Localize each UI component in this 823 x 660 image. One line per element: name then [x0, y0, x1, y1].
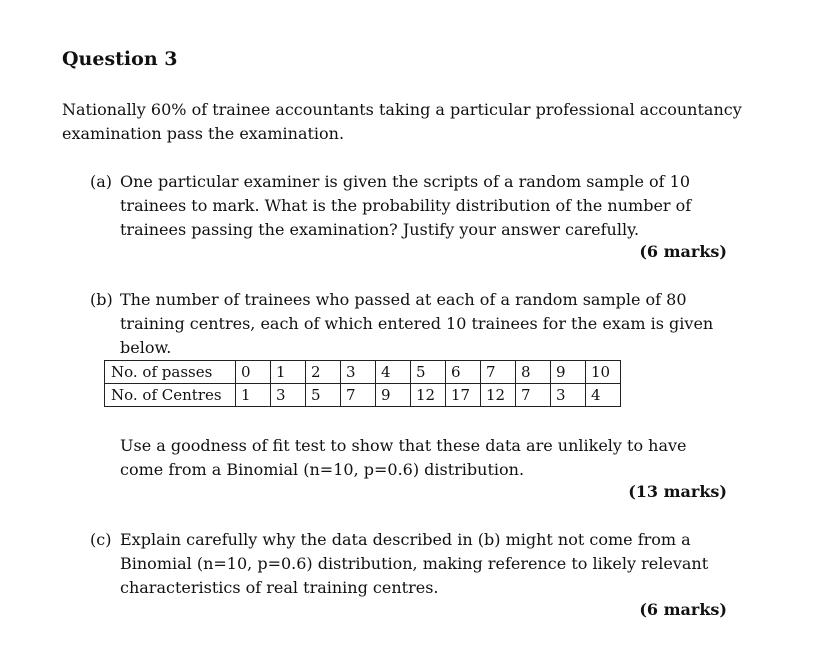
part-b-text: The number of trainees who passed at each of a random sample of 80 training centres, each of which entered 10 trainees for the exam is given below.: [120, 290, 714, 357]
part-a-label: (a): [90, 172, 113, 191]
part-a-marks: (6 marks): [639, 242, 727, 261]
table-cell: 1: [271, 361, 306, 384]
table-cell: 3: [271, 384, 306, 407]
table-cell: 4: [586, 384, 621, 407]
table-cell: 3: [341, 361, 376, 384]
table-row-centres: [105, 384, 621, 407]
table-cell: 17: [446, 384, 481, 407]
part-c-marks: (6 marks): [639, 600, 727, 619]
table-cell: 5: [411, 361, 446, 384]
table-cell: 3: [551, 384, 586, 407]
part-c-label: (c): [90, 530, 112, 549]
passes-table: [104, 360, 621, 407]
table-cell: 8: [516, 361, 551, 384]
part-c: [90, 528, 740, 600]
table-cell: 12: [411, 384, 446, 407]
part-b-label: (b): [90, 290, 113, 309]
table-cell: 10: [586, 361, 621, 384]
part-b: [90, 288, 740, 360]
part-c-text: Explain carefully why the data described in (b) might not come from a Binomial (n=10, p=0.6) distribution, making reference to likely relevant characteristics of real training centres.: [120, 530, 709, 597]
table-cell: 0: [236, 361, 271, 384]
part-a-text: One particular examiner is given the scripts of a random sample of 10 trainees to mark. What is the probability distribution of the number of trainees passing the examination? Justify your answer carefully.: [120, 172, 692, 239]
table-cell: 12: [481, 384, 516, 407]
table-cell: 5: [306, 384, 341, 407]
table-cell: 7: [481, 361, 516, 384]
table-row-header: No. of passes: [105, 361, 236, 384]
part-b-followup: Use a goodness of fit test to show that these data are unlikely to have come from a Binomial (n=10, p=0.6) distribution.: [120, 436, 687, 479]
table-cell: 1: [236, 384, 271, 407]
part-b-marks: (13 marks): [628, 482, 727, 501]
table-row-header: No. of Centres: [105, 384, 236, 407]
table-cell: 6: [446, 361, 481, 384]
table-cell: 4: [376, 361, 411, 384]
table-cell: 7: [516, 384, 551, 407]
table-cell: 9: [551, 361, 586, 384]
table-row-passes: [105, 361, 621, 384]
part-a: [90, 170, 740, 242]
question-title: Question 3: [62, 48, 178, 70]
table-cell: 9: [376, 384, 411, 407]
table-cell: 2: [306, 361, 341, 384]
table-cell: 7: [341, 384, 376, 407]
question-intro: Nationally 60% of trainee accountants taking a particular professional accountancy examination pass the examination.: [62, 100, 742, 143]
